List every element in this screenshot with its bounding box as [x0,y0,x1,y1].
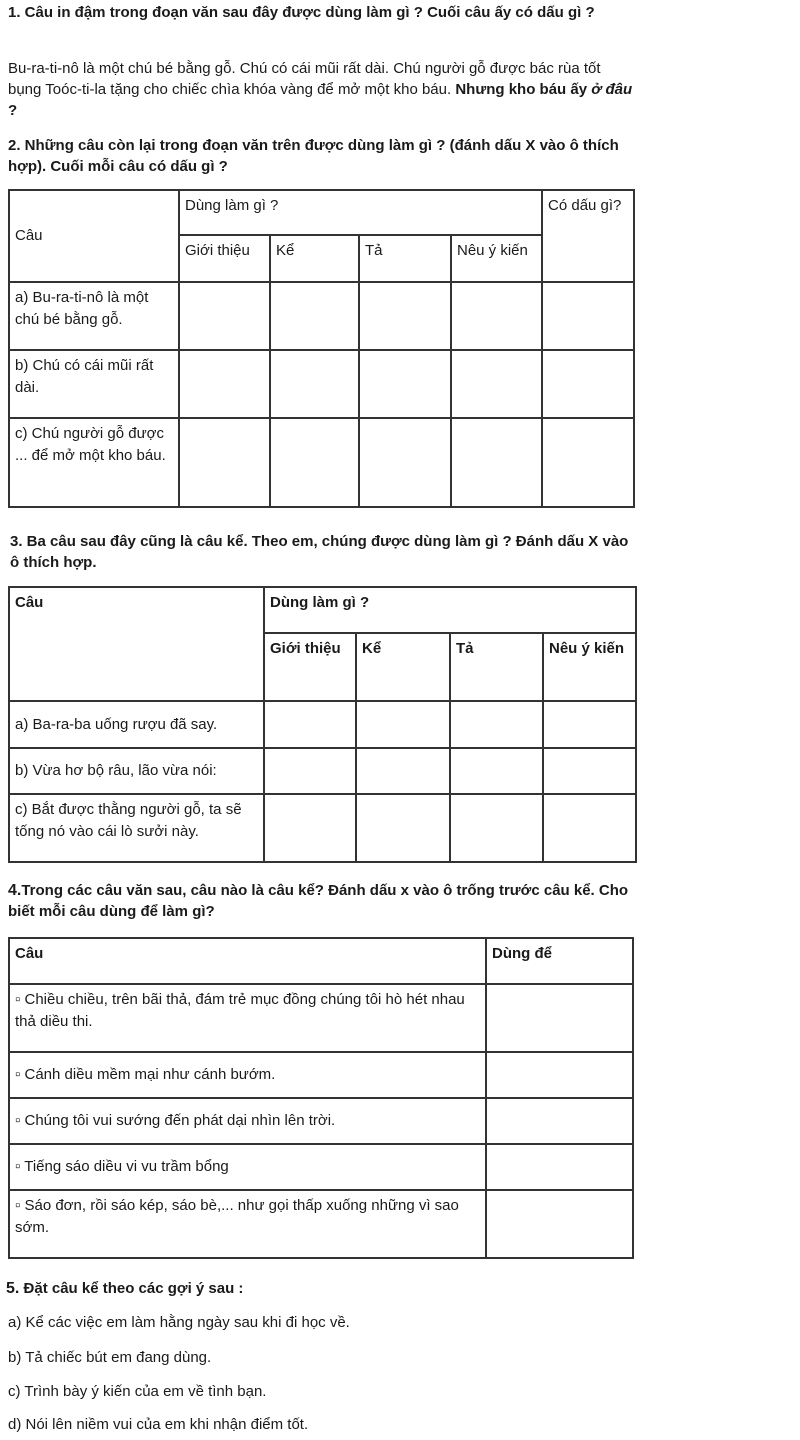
table-row [9,282,634,350]
answer-cell[interactable] [543,748,636,794]
table-row [9,748,636,794]
q2-title: 2. Những câu còn lại trong đoạn văn trên được dùng làm gì ? (đánh dấu X vào ô thích hợp). Cuối mỗi câu có dấu gì ? [8,137,619,175]
answer-cell[interactable] [264,748,356,794]
q2-sub-gioi-thieu: Giới thiệu [179,235,270,282]
q3-sub-ta: Tả [450,633,543,701]
q5-item-d: d) Nói lên niềm vui của em khi nhận điểm tốt. [8,1416,309,1433]
q3-row-a: a) Ba-ra-ba uống rượu đã say. [9,701,264,748]
q2-table [8,189,635,508]
table-row [9,984,633,1052]
q3-row-b: b) Vừa hơ bộ râu, lão vừa nói: [9,748,264,794]
q2-sub-ke: Kể [270,235,359,282]
table-row [9,701,636,748]
q4-col-cau: Câu [9,938,486,984]
q2-sub-ta: Tả [359,235,451,282]
q4-table [8,937,634,1259]
answer-cell[interactable] [359,418,451,507]
answer-cell[interactable] [451,418,542,507]
answer-cell[interactable] [542,350,634,418]
q5-item-b: b) Tả chiếc bút em đang dùng. [8,1349,212,1366]
answer-cell[interactable] [179,350,270,418]
q3-table [8,586,637,863]
q5-title-block [6,1278,632,1299]
answer-cell[interactable] [270,350,359,418]
answer-cell[interactable] [450,701,543,748]
q3-col-dung: Dùng làm gì ? [264,587,636,633]
answer-cell[interactable] [359,282,451,350]
q2-col-dau: Có dấu gì? [542,190,634,282]
answer-cell[interactable] [486,1098,633,1144]
answer-cell[interactable] [450,748,543,794]
q1-passage [8,58,634,121]
q3-sub-neu-y-kien: Nêu ý kiến [543,633,636,701]
table-row [9,350,634,418]
answer-cell[interactable] [264,794,356,862]
q3-sub-ke: Kể [356,633,450,701]
q4-row-4[interactable]: ▫ Tiếng sáo diều vi vu trầm bổng [9,1144,486,1190]
answer-cell[interactable] [356,794,450,862]
q3-sub-gioi-thieu: Giới thiệu [264,633,356,701]
q2-sub-neu-y-kien: Nêu ý kiến [451,235,542,282]
q2-row-b: b) Chú có cái mũi rất dài. [9,350,179,418]
table-row [9,1190,633,1258]
q5-item-a: a) Kể các việc em làm hằng ngày sau khi đi học về. [8,1314,350,1331]
answer-cell[interactable] [270,282,359,350]
answer-cell[interactable] [359,350,451,418]
q1-title: 1. Câu in đậm trong đoạn văn sau đây được dùng làm gì ? Cuối câu ấy có dấu gì ? [8,4,595,21]
answer-cell[interactable] [179,282,270,350]
q2-row-a: a) Bu-ra-ti-nô là một chú bé bằng gỗ. [9,282,179,350]
q4-row-3[interactable]: ▫ Chúng tôi vui sướng đến phát dại nhìn lên trời. [9,1098,486,1144]
q2-col-cau: Câu [9,190,179,282]
q4-title: Trong các câu văn sau, câu nào là câu kể? Đánh dấu x vào ô trống trước câu kể. Cho biết mỗi câu dùng để làm gì? [8,882,629,920]
q4-col-dung: Dùng để [486,938,633,984]
q4-title-block [8,880,634,922]
table-row [9,794,636,862]
q4-row-2[interactable]: ▫ Cánh diều mềm mại như cánh bướm. [9,1052,486,1098]
answer-cell[interactable] [451,350,542,418]
q3-col-cau: Câu [9,587,264,701]
answer-cell[interactable] [543,701,636,748]
q5-title: Đặt câu kể theo các gợi ý sau : [23,1280,244,1297]
table-row [9,1144,633,1190]
q4-row-5[interactable]: ▫ Sáo đơn, rồi sáo kép, sáo bè,... như gọi thấp xuống những vì sao sớm. [9,1190,486,1258]
q5-item-c: c) Trình bày ý kiến của em về tình bạn. [8,1383,267,1400]
answer-cell[interactable] [451,282,542,350]
q5-number: 5. [6,1280,20,1297]
answer-cell[interactable] [486,1144,633,1190]
q1-bold-c: ? [8,102,18,119]
q2-col-dung: Dùng làm gì ? [179,190,542,235]
answer-cell[interactable] [486,1052,633,1098]
q4-row-1[interactable]: ▫ Chiều chiều, trên bãi thả, đám trẻ mục đồng chúng tôi hò hét nhau thả diều thi. [9,984,486,1052]
answer-cell[interactable] [356,748,450,794]
answer-cell[interactable] [450,794,543,862]
answer-cell[interactable] [270,418,359,507]
table-row [9,1098,633,1144]
q2-row-c: c) Chú người gỗ được ... để mở một kho báu. [9,418,179,507]
q3-title: 3. Ba câu sau đây cũng là câu kể. Theo em, chúng được dùng làm gì ? Đánh dấu X vào ô thích hợp. [10,533,629,571]
q3-row-c: c) Bắt được thằng người gỗ, ta sẽ tống nó vào cái lò sưởi này. [9,794,264,862]
q1-passage-plain: Bu-ra-ti-nô là một chú bé bằng gỗ. Chú có cái mũi rất dài. Chú người gỗ được bác rùa tốt bụng Toóc-ti-la tặng cho chiếc chìa khóa vàng để mở một kho báu. [8,60,601,98]
answer-cell[interactable] [486,1190,633,1258]
answer-cell[interactable] [542,418,634,507]
answer-cell[interactable] [179,418,270,507]
q1-bold-b: ở đâu [591,81,633,98]
answer-cell[interactable] [543,794,636,862]
q1-bold-a: Nhưng kho báu ấy [455,81,588,98]
answer-cell[interactable] [264,701,356,748]
q4-number: 4. [8,882,22,899]
answer-cell[interactable] [542,282,634,350]
table-row [9,1052,633,1098]
table-row [9,418,634,507]
answer-cell[interactable] [356,701,450,748]
answer-cell[interactable] [486,984,633,1052]
